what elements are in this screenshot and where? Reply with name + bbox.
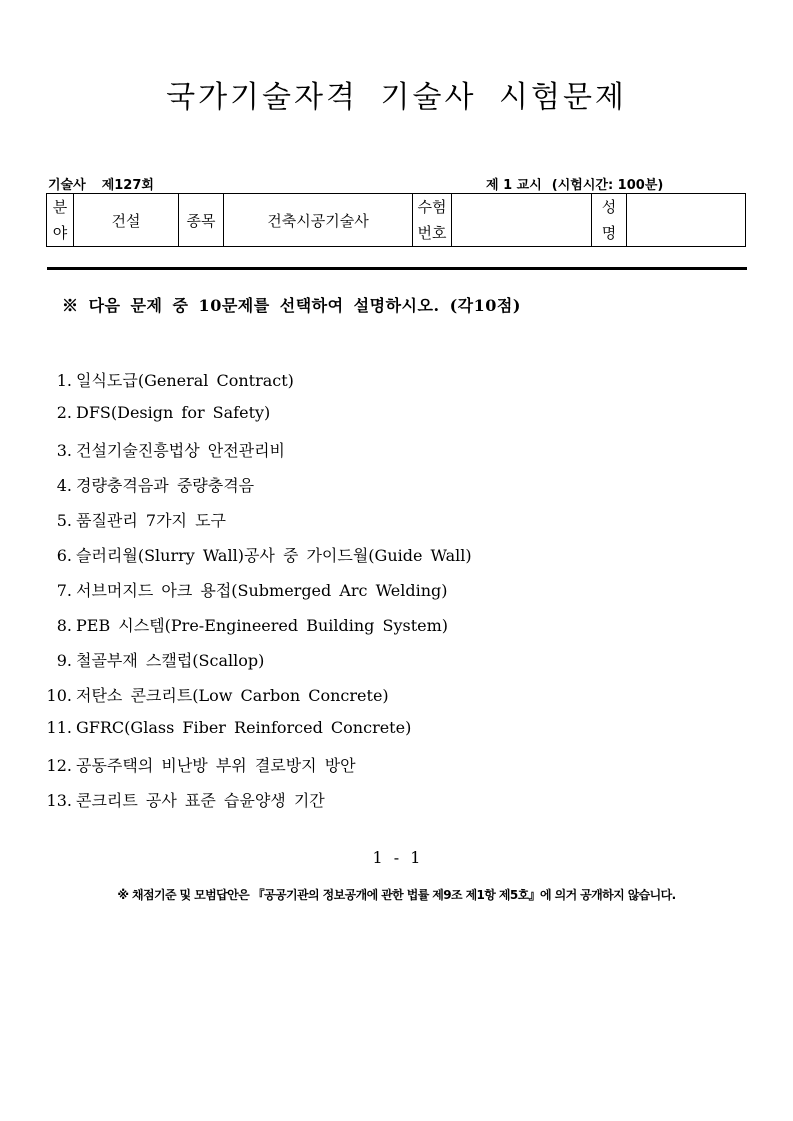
category-label-cell: 종목 (179, 194, 224, 247)
question-number: 12. (46, 756, 72, 775)
question-item (46, 613, 746, 648)
name-label-line2: 명 (601, 224, 617, 242)
exam-meta-left (48, 174, 170, 193)
page-number: 1 - 1 (372, 848, 421, 867)
question-text: 건설기술진흥법상 안전관리비 (76, 441, 286, 460)
footer-note: ※ 채점기준 및 모범답안은 『공공기관의 정보공개에 관한 법률 제9조 제1항 제5호』에 의거 공개하지 않습니다. (117, 888, 676, 902)
question-list (46, 368, 746, 823)
field-label-line2: 야 (52, 224, 68, 242)
question-number: 6. (56, 546, 72, 565)
question-item (46, 683, 746, 718)
question-item (46, 718, 746, 753)
exam-session: 제 1 교시 (486, 178, 542, 193)
question-number: 10. (46, 686, 72, 705)
question-text: 슬러리월(Slurry Wall)공사 중 가이드월(Guide Wall) (76, 546, 472, 565)
question-text: 공동주택의 비난방 부위 결로방지 방안 (76, 756, 356, 775)
exam-no-label-line2: 번호 (417, 224, 447, 242)
question-item (46, 438, 746, 473)
name-label-cell (592, 194, 627, 247)
exam-meta (48, 174, 745, 192)
candidate-info-table (46, 193, 746, 247)
question-number: 9. (56, 651, 72, 670)
question-text: PEB 시스템(Pre-Engineered Building System) (76, 616, 449, 635)
field-value-cell: 건설 (74, 194, 179, 247)
question-text: 저탄소 콘크리트(Low Carbon Concrete) (76, 686, 389, 705)
question-item (46, 788, 746, 823)
question-text: 철골부재 스캘럽(Scallop) (76, 651, 265, 670)
question-text: 콘크리트 공사 표준 습윤양생 기간 (76, 791, 325, 810)
exam-no-label-cell (413, 194, 452, 247)
question-text: 일식도급(General Contract) (76, 371, 294, 390)
question-number: 5. (56, 511, 72, 530)
question-number: 8. (56, 616, 72, 635)
question-item (46, 508, 746, 543)
question-text: GFRC(Glass Fiber Reinforced Concrete) (76, 718, 412, 737)
exam-round: 제127회 (101, 178, 154, 193)
question-text: 서브머지드 아크 용접(Submerged Arc Welding) (76, 581, 448, 600)
question-item (46, 543, 746, 578)
question-text: 경량충격음과 중량충격음 (76, 476, 255, 495)
question-number: 4. (56, 476, 72, 495)
question-item (46, 368, 746, 403)
question-number: 13. (46, 791, 72, 810)
exam-duration: (시험시간: 100분) (551, 178, 664, 193)
name-field[interactable] (627, 194, 746, 247)
question-number: 1. (56, 371, 72, 390)
name-label-line1: 성 (601, 198, 617, 216)
question-item (46, 753, 746, 788)
divider-rule (47, 267, 747, 270)
field-label-cell (47, 194, 74, 247)
instruction-text: ※ 다음 문제 중 10문제를 선택하여 설명하시오. (각10점) (62, 296, 521, 315)
question-text: DFS(Design for Safety) (76, 403, 271, 422)
question-text: 품질관리 7가지 도구 (76, 511, 226, 530)
question-number: 11. (46, 718, 72, 737)
exam-type: 기술사 (48, 178, 86, 193)
question-item (46, 473, 746, 508)
exam-meta-right (486, 174, 663, 193)
page-title: 국가기술자격 기술사 시험문제 (166, 80, 627, 115)
question-item (46, 403, 746, 438)
field-label-line1: 분 (52, 198, 68, 216)
category-value-cell: 건축시공기술사 (224, 194, 413, 247)
exam-no-label-line1: 수험 (417, 198, 447, 216)
question-item (46, 648, 746, 683)
question-item (46, 578, 746, 613)
question-number: 3. (56, 441, 72, 460)
question-number: 7. (56, 581, 72, 600)
question-number: 2. (56, 403, 72, 422)
exam-no-field[interactable] (452, 194, 592, 247)
